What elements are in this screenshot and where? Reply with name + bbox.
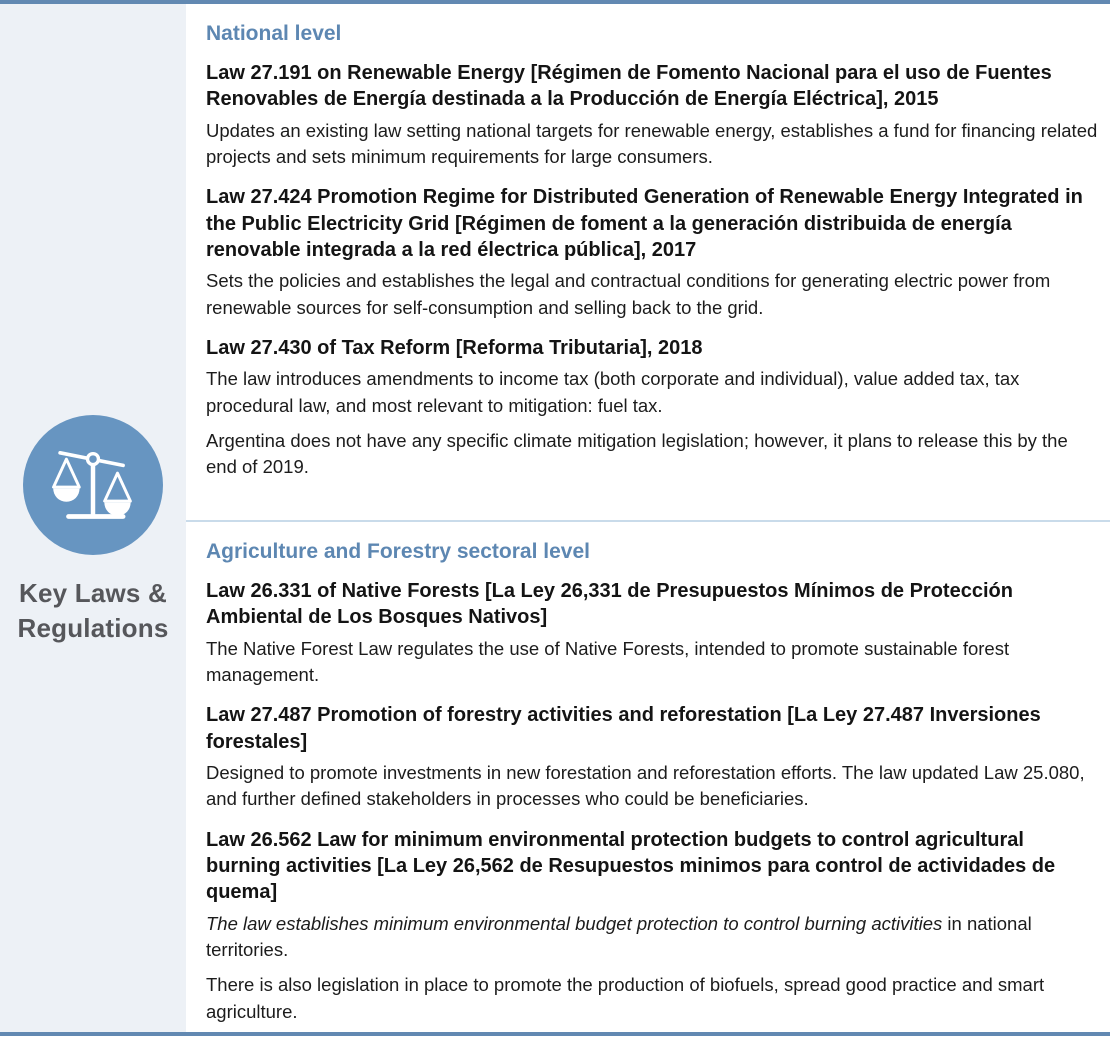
law-title: Law 26.562 Law for minimum environmental protection budgets to control agricultural burning activities [La Ley 26,562 de Resupuestos minimos para control de actividades de quema] [206,828,1056,904]
law-title: Law 26.331 of Native Forests [La Ley 26,331 de Presupuestos Mínimos de Protección Ambiental de Los Bosques Nativos] [206,580,1013,629]
law-entry [206,184,1098,321]
law-description [206,366,1098,419]
law-description [206,760,1098,813]
law-title: Law 27.424 Promotion Regime for Distributed Generation of Renewable Energy Integrated in the Public Electricity Grid [Régimen de foment a la generación distribuida de energía renovable integrada a la red électrica pública], 2017 [206,186,1083,262]
law-section [186,4,1110,520]
law-description-run: There is also legislation in place to promote the production of biofuels, spread good practice and smart agriculture. [206,974,1045,1022]
law-description-run: Sets the policies and establishes the legal and contractual conditions for generating electric power from renewable sources for self-consumption and selling back to the grid. [206,270,1051,318]
law-description [206,268,1098,321]
sidebar-label-line2: Regulations [17,612,169,643]
sidebar [0,4,186,1032]
law-title: Law 27.487 Promotion of forestry activities and reforestation [La Ley 27.487 Inversiones forestales] [206,704,1041,753]
law-description [206,911,1098,964]
law-entry [206,827,1098,1025]
law-entry [206,578,1098,688]
law-description-run: The Native Forest Law regulates the use of Native Forests, intended to promote sustainable forest management. [206,637,1010,686]
scales-of-justice-icon [23,415,163,555]
sidebar-label [0,576,186,645]
law-entry [206,335,1098,480]
law-title: Law 27.191 on Renewable Energy [Régimen de Fomento Nacional para el uso de Fuentes Renovables de Energía destinada a la Producción de Energía Eléctrica], 2015 [206,62,1052,111]
law-description-run: Argentina does not have any specific climate mitigation legislation; however, it plans to release this by the end of 2019. [206,429,1068,478]
law-description [206,118,1098,171]
law-entry [206,60,1098,170]
content-area [186,4,1110,1032]
law-description-run: The law introduces amendments to income tax (both corporate and individual), value added tax, tax procedural law, and most relevant to mitigation: fuel tax. [206,368,1020,416]
law-description-run: Updates an existing law setting national targets for renewable energy, establishes a fund for financing related projects and sets minimum requirements for large consumers. [206,119,1098,168]
law-description [206,636,1098,689]
bottom-border-rule [0,1032,1110,1036]
law-description-run: Designed to promote investments in new forestation and reforestation efforts. The law updated Law 25.080, and further defined stakeholders in processes who could be beneficiaries. [206,762,1085,810]
law-description-italic-run: The law establishes minimum environmental budget protection to control burning activities [206,912,943,934]
law-description [206,428,1098,481]
law-description [206,972,1098,1025]
law-title: Law 27.430 of Tax Reform [Reforma Tributaria], 2018 [206,337,703,360]
law-entry [206,702,1098,812]
section-heading: Agriculture and Forestry sectoral level [206,540,590,563]
law-description-run: in national territories. [206,912,1032,961]
sidebar-label-line1: Key Laws & [19,578,167,608]
section-heading: National level [206,22,342,45]
law-section [186,520,1110,1032]
